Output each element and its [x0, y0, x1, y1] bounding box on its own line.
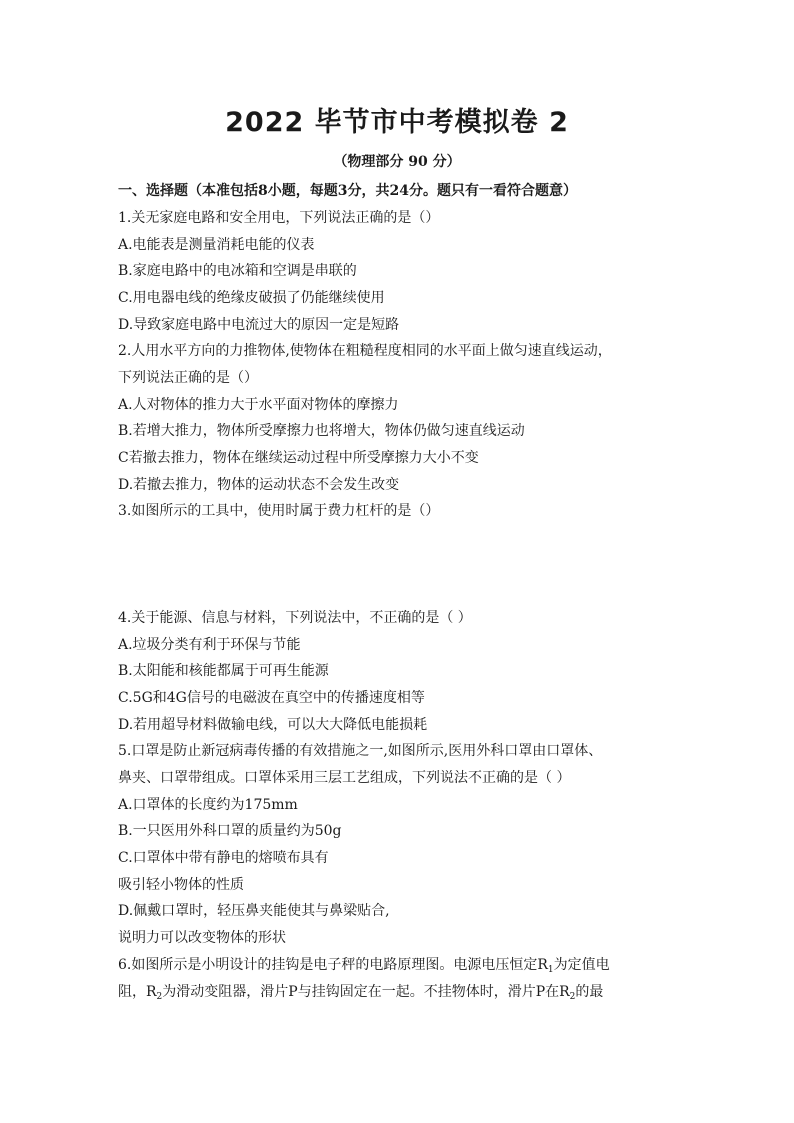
question-2-stem-line1: 2.人用水平方向的力推物体,使物体在粗糙程度相同的水平面上做匀速直线运动， — [118, 343, 612, 359]
q6-l2-subscript-1: 2 — [156, 992, 163, 1002]
question-4-option-d: D.若用超导材料做输电线，可以大大降低电能损耗 — [118, 717, 428, 733]
q6-l2-subscript-2: 2 — [569, 992, 576, 1002]
question-4-option-a: A.垃圾分类有利于环保与节能 — [118, 637, 301, 653]
question-6-stem-line1 — [118, 956, 610, 974]
q6-l2-part-c: 的最 — [575, 984, 604, 1000]
question-3-stem: 3.如图所示的工具中，使用时属于费力杠杆的是（） — [118, 503, 440, 519]
question-2-stem-line2: 下列说法正确的是（） — [118, 370, 258, 386]
question-5-option-c-line1: C.口罩体中带有静电的熔喷布具有 — [118, 850, 329, 866]
question-1-option-c: C.用电器电线的绝缘皮破损了仍能继续使用 — [118, 290, 385, 306]
question-2-option-b: B.若增大推力，物体所受摩擦力也将增大，物体仍做匀速直线运动 — [118, 423, 525, 439]
question-5-option-a: A.口罩体的长度约为175mm — [118, 797, 298, 813]
question-5-stem-line1: 5.口罩是防止新冠病毒传播的有效措施之一,如图所示,医用外科口罩由口罩体、 — [118, 743, 603, 759]
question-5-stem-line2: 鼻夹、口罩带组成。口罩体采用三层工艺组成，下列说法不正确的是（ ） — [118, 770, 571, 786]
question-5-option-d-line1: D.佩戴口罩时，轻压鼻夹能使其与鼻梁贴合, — [118, 903, 390, 919]
question-2-option-a: A.人对物体的推力大于水平面对物体的摩擦力 — [118, 397, 399, 413]
q6-l2-part-b: 为滑动变阻器，滑片P与挂钩固定在一起。不挂物体时，滑片P在R — [162, 984, 570, 1000]
question-4-stem: 4.关于能源、信息与材料，下列说法中，不正确的是（ ） — [118, 610, 472, 626]
q6-l1-part-b: 为定值电 — [553, 957, 610, 973]
question-4-option-c: C.5G和4G信号的电磁波在真空中的传播速度相等 — [118, 690, 425, 706]
question-1-stem: 1.关无家庭电路和安全用电，下列说法正确的是（） — [118, 210, 440, 226]
question-1-option-a: A.电能表是测量消耗电能的仪表 — [118, 237, 315, 253]
question-2-option-c: C若撤去推力，物体在继续运动过程中所受摩擦力大小不变 — [118, 450, 479, 466]
question-5-option-d-line2: 说明力可以改变物体的形状 — [118, 930, 286, 946]
q6-l1-part-a: 6.如图所示是小明设计的挂钩是电子秤的电路原理图。电源电压恒定R — [118, 957, 548, 973]
question-5-option-b: B.一只医用外科口罩的质量约为50g — [118, 823, 342, 839]
section-heading: 一、选择题（本准包括8小题，每题3分，共24分。题只有一看符合题意） — [118, 183, 577, 199]
question-5-option-c-line2: 吸引轻小物体的性质 — [118, 877, 244, 893]
q6-l2-part-a: 阻，R — [118, 984, 157, 1000]
question-6-stem-line2 — [118, 983, 603, 1001]
page-title: 2022 毕节市中考模拟卷 2 — [225, 107, 569, 138]
q6-l1-subscript: 1 — [547, 965, 554, 975]
page-subtitle: （物理部分 90 分） — [333, 154, 461, 170]
question-4-option-b: B.太阳能和核能都属于可再生能源 — [118, 663, 329, 679]
question-2-option-d: D.若撤去推力，物体的运动状态不会发生改变 — [118, 477, 400, 493]
question-1-option-d: D.导致家庭电路中电流过大的原因一定是短路 — [118, 317, 400, 333]
question-1-option-b: B.家庭电路中的电冰箱和空调是串联的 — [118, 263, 357, 279]
